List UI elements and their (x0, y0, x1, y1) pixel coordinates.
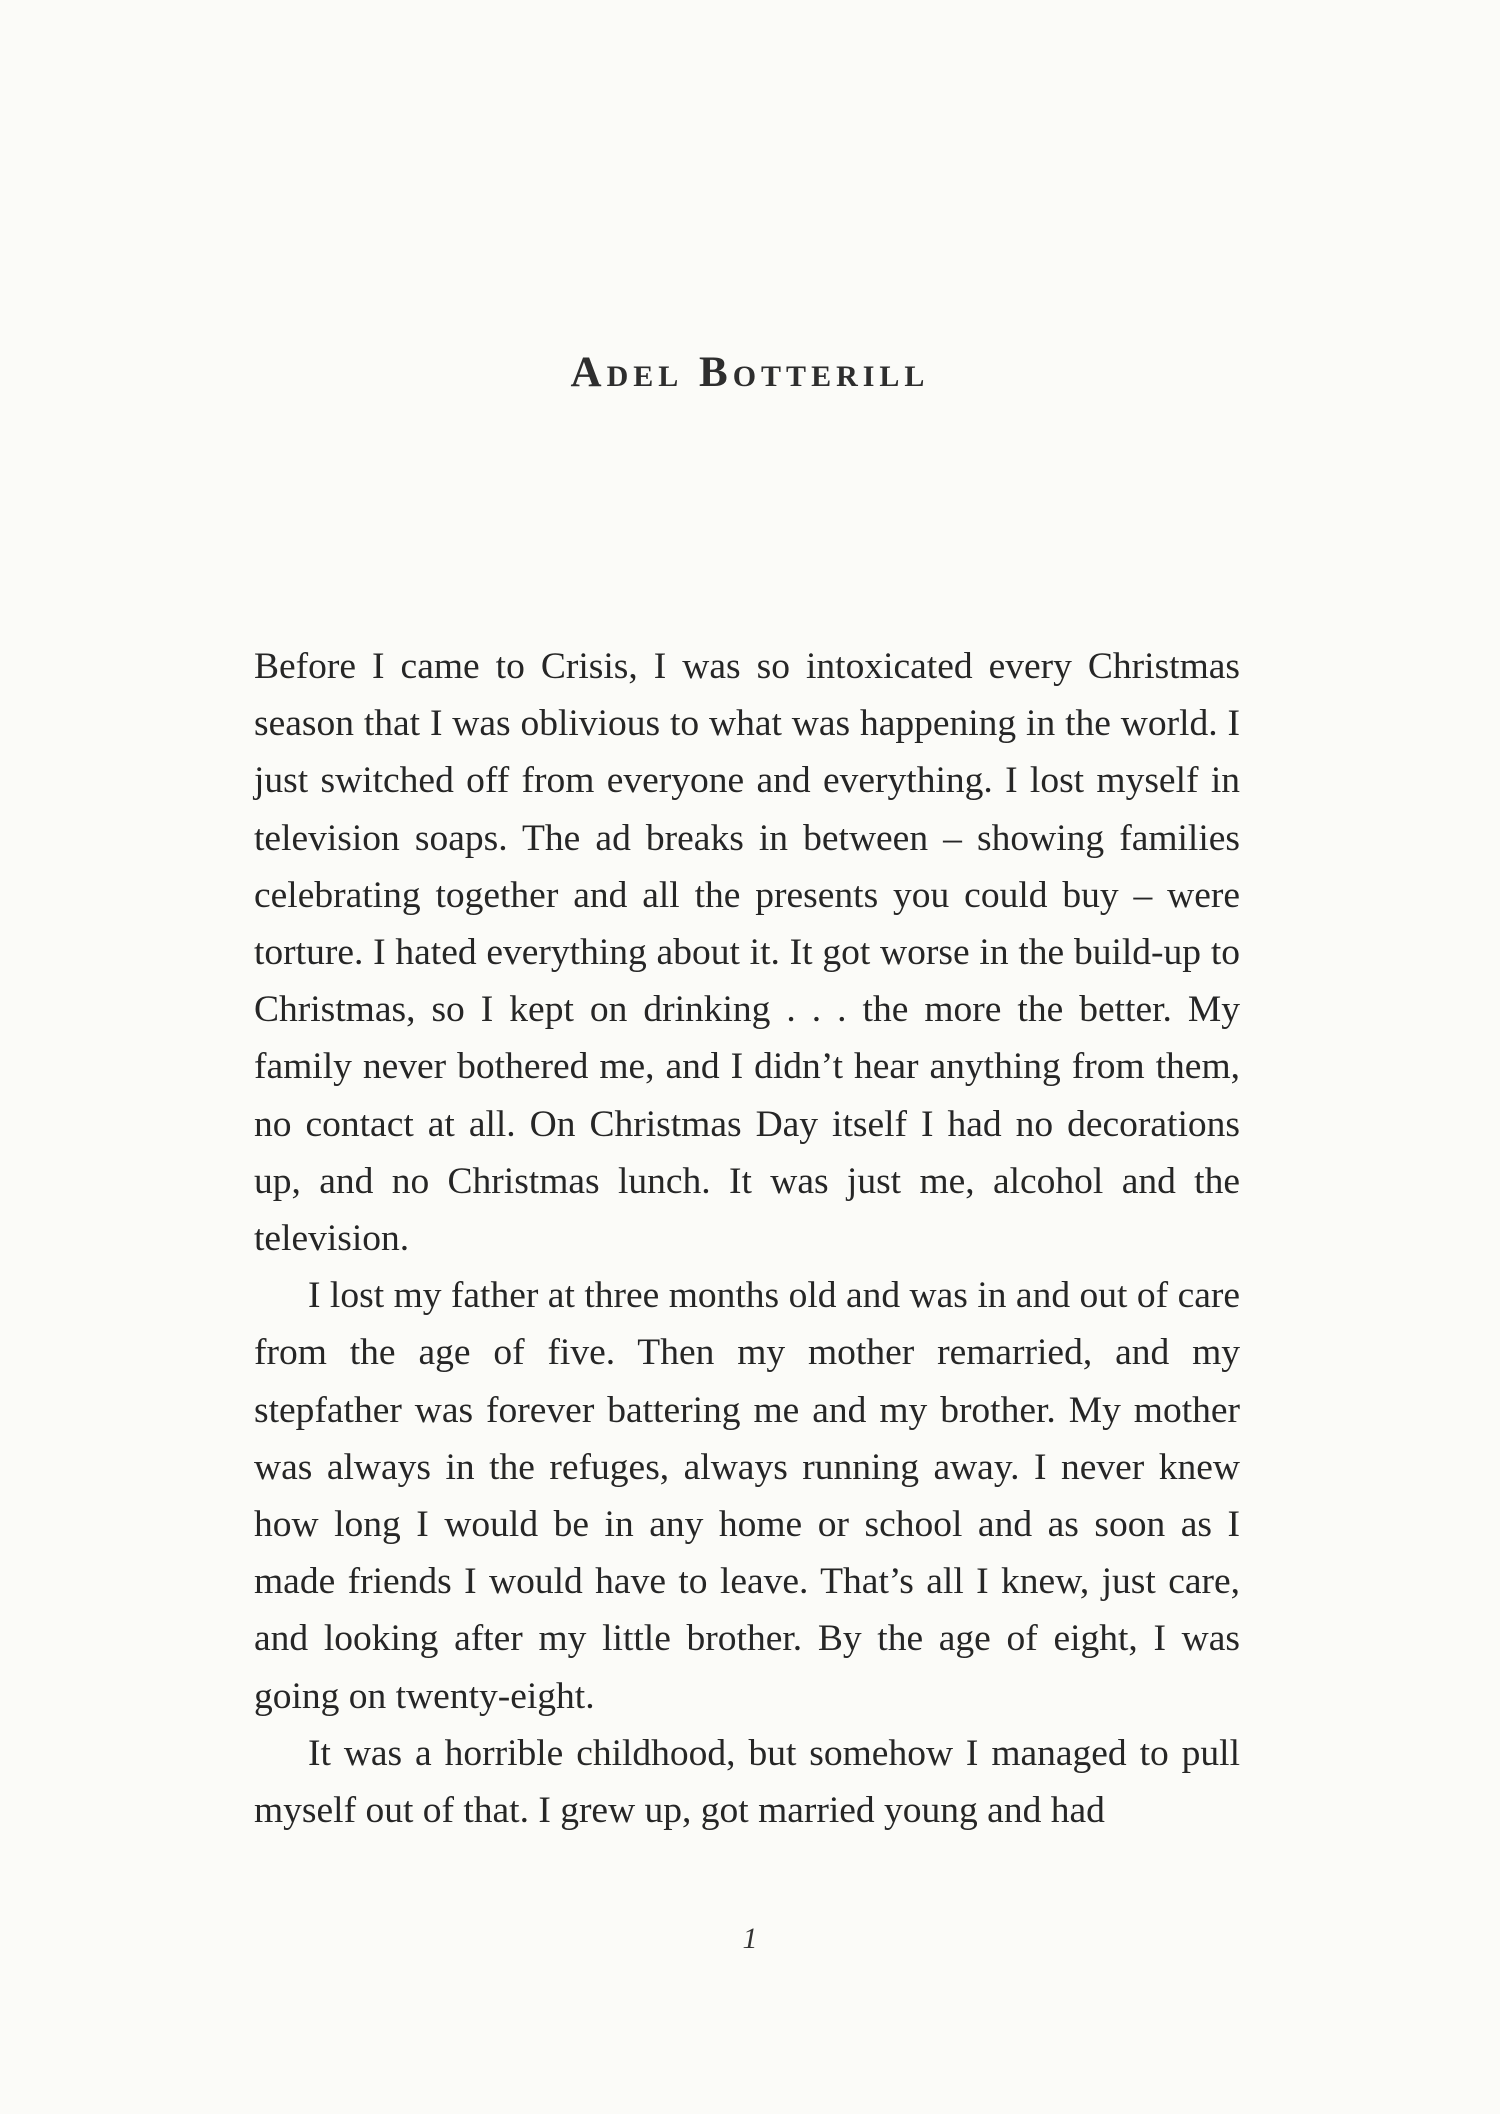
page-number: 1 (742, 1922, 758, 1955)
body-text (254, 638, 1240, 1839)
paragraph-1: Before I came to Crisis, I was so intoxicated every Christmas season that I was oblivious to what was happening in the world. I just switched off from everyone and everything. I lost myself in television soaps. The ad breaks in between – showing families celebrating together and all the presents you could buy – were torture. I hated everything about it. It got worse in the build-up to Christmas, so I kept on drinking . . . the more the better. My family never bothered me, and I didn’t hear anything from them, no contact at all. On Christmas Day itself I had no decorations up, and no Christmas lunch. It was just me, alcohol and the television. (254, 646, 1240, 1260)
paragraph-2: I lost my father at three months old and was in and out of care from the age of five. Then my mother remarried, and my stepfather was forever battering me and my brother. My mother was always in the refuges, always running away. I never knew how long I would be in any home or school and as soon as I made friends I would have to leave. That’s all I knew, just care, and looking after my little brother. By the age of eight, I was going on twenty-eight. (254, 1275, 1240, 1717)
paragraph-3: It was a horrible childhood, but somehow I managed to pull myself out of that. I grew up, got married young and had (254, 1732, 1240, 1832)
chapter-title: Adel Botterill (570, 349, 930, 396)
